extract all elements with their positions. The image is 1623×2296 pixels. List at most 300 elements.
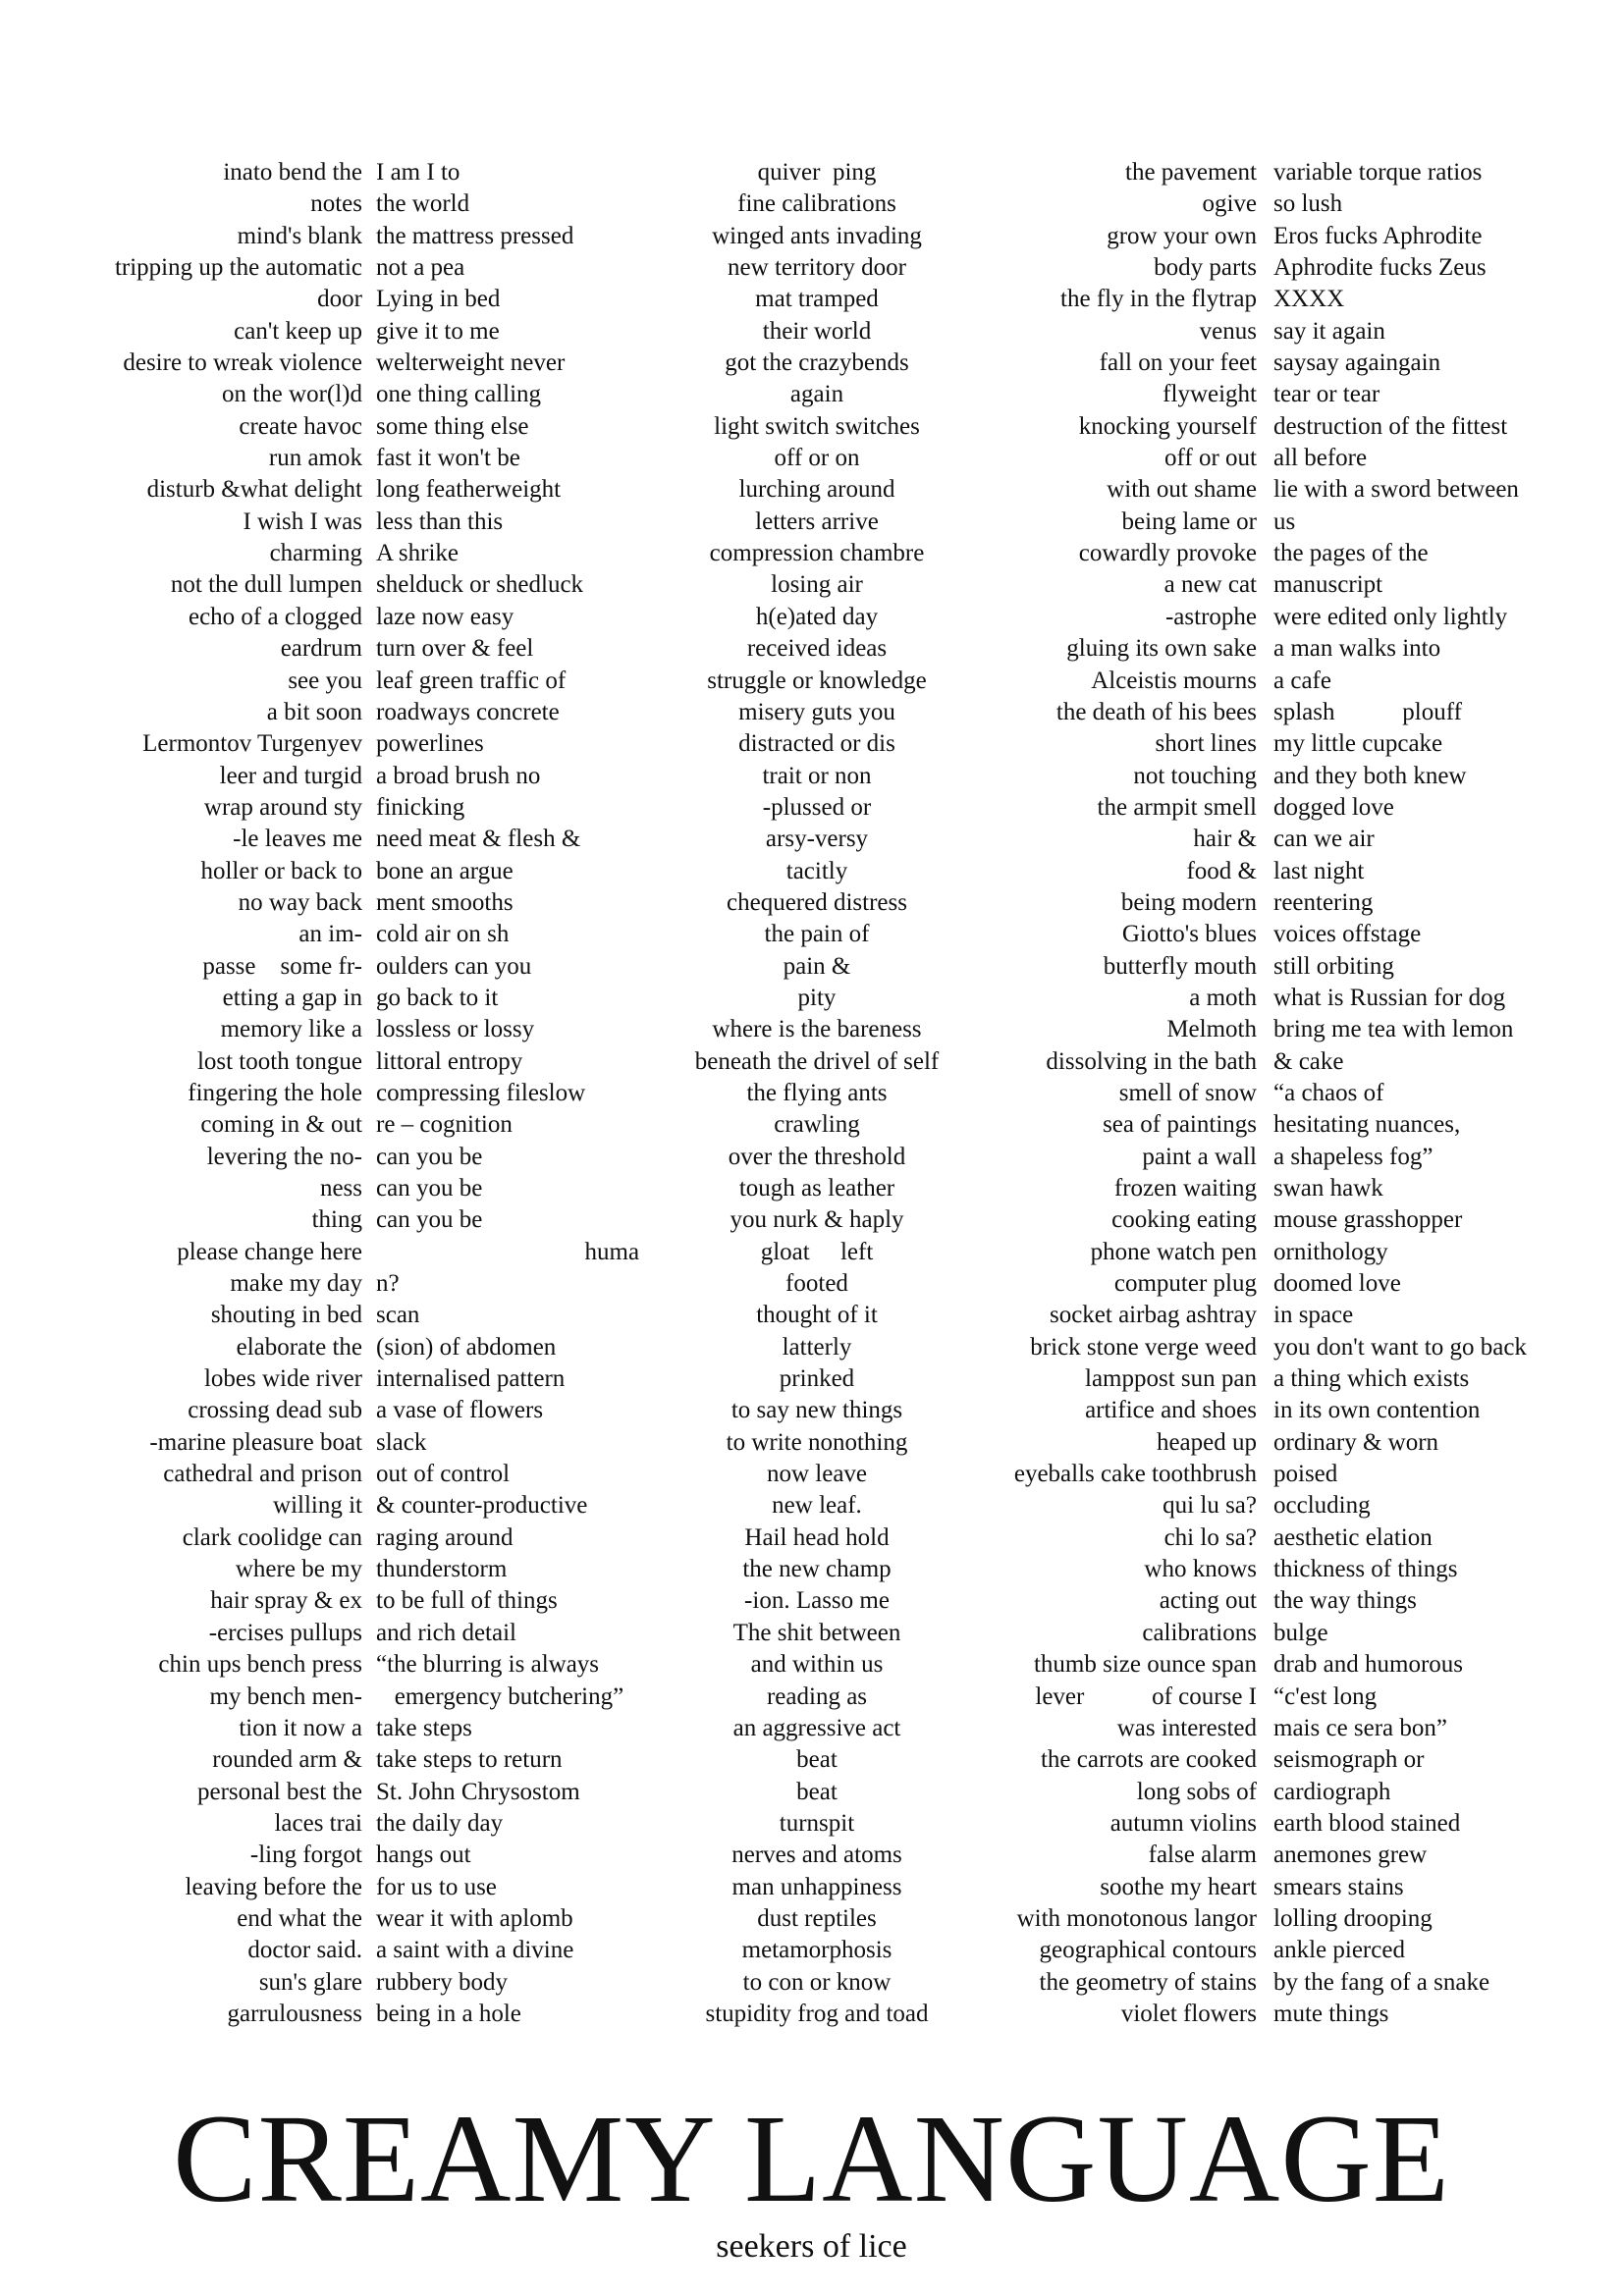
poem-line: seismograph or <box>1273 1746 1425 1774</box>
poem-line: Eros fucks Aphrodite <box>1273 222 1483 249</box>
poem-line: the daily day <box>376 1809 504 1837</box>
poem-line: mat tramped <box>755 286 879 313</box>
poem-line: distracted or dis <box>738 730 895 758</box>
poem-line: with monotonous langor <box>1016 1904 1257 1932</box>
poem-line: to write nonothing <box>726 1428 908 1456</box>
poem-line: some thing else <box>376 412 529 440</box>
poem-line: aesthetic elation <box>1273 1523 1433 1551</box>
poem-line: gloat left <box>760 1238 874 1265</box>
poem-line: emergency butchering” <box>376 1682 624 1710</box>
poem-line: & counter-productive <box>376 1492 588 1520</box>
poem-line: thumb size ounce span <box>1033 1651 1257 1679</box>
poem-line: can we air <box>1273 826 1375 853</box>
poem-line: The shit between <box>732 1619 901 1646</box>
poem-line: man unhappiness <box>731 1873 902 1900</box>
poem-line: off or out <box>1164 445 1257 472</box>
poem-line: tion it now a <box>239 1714 362 1741</box>
poem-line: chin ups bench press <box>158 1651 362 1679</box>
poem-line: being lame or <box>1121 507 1257 535</box>
poem-line: hangs out <box>376 1842 471 1869</box>
poem-line: ness <box>319 1175 362 1201</box>
poem-line: anemones grew <box>1273 1842 1428 1869</box>
poem-line: pain & <box>783 952 851 980</box>
poem-line: n? <box>376 1270 400 1298</box>
poem-line: a saint with a divine <box>376 1937 574 1964</box>
poem-line: paint a wall <box>1142 1143 1257 1170</box>
poem-line: smears stains <box>1273 1873 1404 1900</box>
poem-line: the way things <box>1273 1587 1417 1615</box>
poem-line: with out shame <box>1107 476 1257 504</box>
poem-line: dogged love <box>1273 793 1394 821</box>
poem-line: cardiograph <box>1273 1778 1391 1805</box>
poem-column-1 <box>115 157 362 2030</box>
poem-line: (sion) of abdomen <box>376 1333 557 1361</box>
poem-line: lurching around <box>738 476 895 504</box>
poem-line: tough as leather <box>738 1175 895 1201</box>
poem-line: the world <box>376 190 470 218</box>
poem-line: can you be <box>376 1175 483 1201</box>
poem-line: holler or back to <box>200 857 362 884</box>
poem-line: flyweight <box>1163 381 1257 408</box>
poem-line: make my day <box>230 1270 362 1298</box>
poem-line: chi lo sa? <box>1163 1523 1257 1551</box>
poem-line: in space <box>1273 1302 1354 1329</box>
poem-line: lever of course I <box>1035 1682 1257 1710</box>
poem-line: thickness of things <box>1273 1556 1458 1583</box>
poem-line: a vase of flowers <box>376 1397 544 1424</box>
poem-column-3 <box>695 157 940 2030</box>
poem-line: phone watch pen <box>1090 1238 1257 1265</box>
poem-line: door <box>317 286 362 313</box>
poem-line: the pages of the <box>1273 540 1429 567</box>
poem-line: mute things <box>1273 2000 1389 2027</box>
poem-line: personal best the <box>196 1778 362 1805</box>
poem-line: smell of snow <box>1118 1079 1257 1106</box>
poem-line: the death of his bees <box>1055 698 1257 725</box>
poem-line: struggle or knowledge <box>707 667 927 694</box>
poem-line: ornithology <box>1273 1238 1388 1265</box>
poem-line: St. John Chrysostom <box>376 1778 580 1805</box>
poem-line: to con or know <box>742 1968 892 1996</box>
poem-line: their world <box>762 317 872 345</box>
poem-line: laces trai <box>274 1809 362 1837</box>
poem-line: Hail head hold <box>744 1523 890 1551</box>
poem-line: pity <box>797 984 837 1011</box>
poem-line: one thing calling <box>376 381 542 408</box>
poem-line: echo of a clogged <box>188 603 362 630</box>
poem-line: soothe my heart <box>1100 1873 1257 1900</box>
poem-line: false alarm <box>1148 1842 1257 1869</box>
poem-line: and they both knew <box>1273 762 1467 789</box>
poem-line: eardrum <box>280 635 362 663</box>
poem-line: a moth <box>1189 984 1257 1011</box>
poem-line: memory like a <box>220 1016 362 1043</box>
poem-line: the carrots are cooked <box>1040 1746 1257 1774</box>
poem-line: by the fang of a snake <box>1273 1968 1490 1996</box>
poem-line: who knows <box>1144 1556 1257 1583</box>
poem-line: re – cognition <box>376 1111 513 1139</box>
poem-line: slack <box>376 1428 427 1456</box>
poem-line: was interested <box>1116 1714 1257 1741</box>
poem-line: prinked <box>779 1365 855 1393</box>
poem-line: thing <box>311 1206 362 1234</box>
poem-line: sun's glare <box>258 1968 362 1996</box>
poem-line: dust reptiles <box>757 1904 877 1932</box>
poem-line: reading as <box>766 1682 868 1710</box>
poem-line: go back to it <box>376 984 499 1011</box>
poem-line: “the blurring is always <box>376 1651 600 1679</box>
poem-line: rounded arm & <box>212 1746 362 1774</box>
poem-line: hair spray & ex <box>210 1587 362 1615</box>
poem-line: hesitating nuances, <box>1273 1111 1461 1139</box>
poem-line: splash plouff <box>1273 698 1462 725</box>
poem-line: raging around <box>376 1523 514 1551</box>
poem-line: shelduck or shedluck <box>376 571 584 599</box>
poem-line: long featherweight <box>376 476 562 504</box>
poem-line: Lermontov Turgenyev <box>142 730 362 758</box>
poem-line: leaving before the <box>185 1873 362 1900</box>
poem-line: tacitly <box>785 857 848 884</box>
poem-line: a thing which exists <box>1273 1365 1470 1393</box>
poem-line: cooking eating <box>1111 1206 1257 1234</box>
poem-line: take steps to return <box>376 1746 563 1774</box>
poem-line: fingering the hole <box>188 1079 362 1106</box>
poem-line: calibrations <box>1142 1619 1257 1646</box>
poem-line: gluing its own sake <box>1066 635 1257 663</box>
poem-line: ogive <box>1202 190 1257 218</box>
poem-line: to say new things <box>730 1397 903 1424</box>
poem-line: the fly in the flytrap <box>1060 286 1257 313</box>
poem-line: fall on your feet <box>1099 349 1257 377</box>
poem-line: I wish I was <box>243 507 362 535</box>
poem-line: clark coolidge can <box>182 1523 362 1551</box>
poem-line: compressing fileslow <box>376 1079 586 1106</box>
poem-line: qui lu sa? <box>1163 1492 1257 1520</box>
poem-line: wrap around sty <box>203 793 362 821</box>
poem-line: need meat & flesh & <box>376 826 581 853</box>
poem-line: all before <box>1273 445 1368 472</box>
poem-line: autumn violins <box>1109 1809 1257 1837</box>
poem-line: losing air <box>771 571 863 599</box>
poem-line: a man walks into <box>1273 635 1441 663</box>
poem-line: can you be <box>376 1206 483 1234</box>
poem-line: being modern <box>1120 888 1257 916</box>
poem-line: my little cupcake <box>1273 730 1443 758</box>
poem-column-5 <box>1273 157 1527 2030</box>
poem-line: a shapeless fog” <box>1273 1143 1434 1170</box>
poem-line: -ling forgot <box>249 1842 362 1869</box>
poem-line: the pavement <box>1125 159 1257 186</box>
poem-line: lie with a sword between <box>1273 476 1519 504</box>
poem-line: powerlines <box>376 730 484 758</box>
poem-line: hair & <box>1193 826 1257 853</box>
poem-line: can't keep up <box>234 317 362 345</box>
poem-line: cathedral and prison <box>163 1461 362 1488</box>
poem-line: take steps <box>376 1714 472 1741</box>
poem-line: shouting in bed <box>210 1302 362 1329</box>
poem-line: socket airbag ashtray <box>1049 1302 1257 1329</box>
poem-line: light switch switches <box>714 412 920 440</box>
poem-line: butterfly mouth <box>1103 952 1257 980</box>
poem-line: footed <box>785 1270 848 1298</box>
poem-line: fine calibrations <box>737 190 896 218</box>
poem-line: coming in & out <box>200 1111 362 1139</box>
poem-line: got the crazybends <box>725 349 909 377</box>
poem-line: so lush <box>1273 190 1343 218</box>
poem-line: not a pea <box>376 254 465 282</box>
poem-line: bone an argue <box>376 857 514 884</box>
poem-line: now leave <box>766 1461 868 1488</box>
poem-line: turnspit <box>779 1809 855 1837</box>
poem-line: trait or non <box>762 762 872 789</box>
poem-line: laze now easy <box>376 603 514 630</box>
poem-line: not the dull lumpen <box>170 571 362 599</box>
poem-line: new territory door <box>728 254 906 282</box>
poem-line: again <box>789 381 844 408</box>
poem-line: off or on <box>774 445 860 472</box>
poem-line: fast it won't be <box>376 445 520 472</box>
poem-line: arsy-versy <box>765 826 869 853</box>
poem-line: end what the <box>237 1904 362 1932</box>
poem-line: frozen waiting <box>1113 1175 1257 1201</box>
poem-line: on the wor(l)d <box>221 381 362 408</box>
poem-line: Aphrodite fucks Zeus <box>1273 254 1487 282</box>
poem-column-4 <box>1014 157 1257 2030</box>
poem-line: artifice and shoes <box>1085 1397 1257 1424</box>
poem-line: XXXX <box>1273 286 1345 313</box>
poem-line: leer and turgid <box>219 762 362 789</box>
poem-line: brick stone verge weed <box>1030 1333 1257 1361</box>
poem-line: passe some fr- <box>202 952 362 980</box>
poem-line: the armpit smell <box>1097 793 1257 821</box>
poem-line: the new champ <box>742 1556 892 1583</box>
poem-line: doctor said. <box>247 1937 362 1964</box>
poem-line: willing it <box>273 1492 362 1520</box>
poem-line: over the threshold <box>728 1143 906 1170</box>
poem-line: welterweight never <box>376 349 566 377</box>
poem-line: desire to wreak violence <box>123 349 362 377</box>
poem-line: geographical contours <box>1039 1937 1257 1964</box>
poem-line: lost tooth tongue <box>196 1047 362 1075</box>
poem-line: for us to use <box>376 1873 497 1900</box>
poem-line: the pain of <box>764 921 870 948</box>
poem-line: saysay againgain <box>1273 349 1441 377</box>
poem-line: scan <box>376 1302 420 1329</box>
poem-line: -marine pleasure boat <box>149 1428 362 1456</box>
poem-line: Alceistis mourns <box>1091 667 1257 694</box>
poem-line: my bench men- <box>209 1682 362 1710</box>
poem-line: acting out <box>1159 1587 1257 1615</box>
poem-line: short lines <box>1155 730 1257 758</box>
poem-line: swan hawk <box>1273 1175 1383 1201</box>
poem-line: bulge <box>1273 1619 1328 1646</box>
poem-line: mind's blank <box>237 222 362 249</box>
poem-line: lossless or lossy <box>376 1016 535 1043</box>
poem-line: wear it with aplomb <box>376 1904 573 1932</box>
poem-line: grow your own <box>1107 222 1257 249</box>
poem-line: mais ce sera bon” <box>1273 1714 1448 1741</box>
poem-line: destruction of the fittest <box>1273 412 1508 440</box>
poem-line: crawling <box>774 1111 860 1139</box>
poem-line: ankle pierced <box>1273 1937 1405 1964</box>
poem-line: -plussed or <box>762 793 872 821</box>
poem-line: the geometry of stains <box>1039 1968 1257 1996</box>
poem-line: compression chambre <box>709 540 925 567</box>
poem-line: body parts <box>1154 254 1257 282</box>
poem-line: a new cat <box>1163 571 1257 599</box>
poem-line: -ercises pullups <box>208 1619 362 1646</box>
poem-line: a broad brush no <box>376 762 541 789</box>
poem-line: thought of it <box>756 1302 878 1329</box>
poem-line: dissolving in the bath <box>1046 1047 1257 1075</box>
poem-line: please change here <box>177 1238 362 1265</box>
poem-line: stupidity frog and toad <box>705 2000 929 2027</box>
poem-line: a cafe <box>1273 667 1331 694</box>
poem-line: bring me tea with lemon <box>1273 1016 1514 1043</box>
poem-line: latterly <box>782 1333 852 1361</box>
poem-line: huma <box>376 1238 640 1265</box>
poem-line: doomed love <box>1273 1270 1401 1298</box>
poem-line: cowardly provoke <box>1078 540 1257 567</box>
poem-line: misery guts you <box>738 698 895 725</box>
poem-line: where be my <box>235 1556 362 1583</box>
poem-line: I am I to <box>376 159 460 186</box>
poem-line: metamorphosis <box>741 1937 893 1964</box>
poem-line: letters arrive <box>755 507 879 535</box>
poem-line: say it again <box>1273 317 1385 345</box>
poem-line: notes <box>310 190 362 218</box>
poem-line: us <box>1273 507 1296 535</box>
poem-line: thunderstorm <box>376 1556 508 1583</box>
poem-line: received ideas <box>746 635 888 663</box>
poem-line: and within us <box>750 1651 884 1679</box>
poem-line: elaborate the <box>236 1333 362 1361</box>
poem-line: no way back <box>238 888 362 916</box>
poem-line: lamppost sun pan <box>1085 1365 1257 1393</box>
poem-line: manuscript <box>1273 571 1383 599</box>
poem-line: mouse grasshopper <box>1273 1206 1463 1234</box>
poem-line: -ion. Lasso me <box>744 1587 890 1615</box>
poem-line: winged ants invading <box>712 222 922 249</box>
poem-line: eyeballs cake toothbrush <box>1013 1461 1257 1488</box>
poem-line: and rich detail <box>376 1619 516 1646</box>
page-subtitle: seekers of lice <box>716 2228 907 2265</box>
poem-line: drab and humorous <box>1273 1651 1464 1679</box>
poem-line: earth blood stained <box>1273 1809 1461 1837</box>
poem-line: the flying ants <box>746 1079 888 1106</box>
poem-line: lolling drooping <box>1273 1904 1433 1932</box>
poem-line: you nurk & haply <box>730 1206 904 1234</box>
poem-line: & cake <box>1273 1047 1344 1075</box>
poem-line: cold air on sh <box>376 921 510 948</box>
poem-line: inato bend the <box>223 159 362 186</box>
poem-line: still orbiting <box>1273 952 1394 980</box>
poem-line: being in a hole <box>376 2000 521 2027</box>
poem-line: last night <box>1273 857 1365 884</box>
poem-line: can you be <box>376 1143 483 1170</box>
poem-line: disturb &what delight <box>146 476 362 504</box>
poem-line: knocking yourself <box>1078 412 1257 440</box>
page-title: CREAMY LANGUAGE <box>173 2089 1450 2228</box>
poem-line: “c'est long <box>1273 1682 1378 1710</box>
poem-line: Melmoth <box>1166 1016 1257 1043</box>
poem-line: out of control <box>376 1461 511 1488</box>
poem-line: leaf green traffic of <box>376 667 567 694</box>
poem-line: lobes wide river <box>203 1365 362 1393</box>
poem-line: where is the bareness <box>712 1016 922 1043</box>
poem-line: ment smooths <box>376 888 514 916</box>
poem-line: give it to me <box>376 317 500 345</box>
poem-line: the mattress pressed <box>376 222 574 249</box>
poem-line: Giotto's blues <box>1121 921 1257 948</box>
poem-line: beat <box>796 1778 838 1805</box>
poem-line: littoral entropy <box>376 1047 523 1075</box>
poem-line: nerves and atoms <box>731 1842 902 1869</box>
poem-line: reentering <box>1273 888 1374 916</box>
poem-line: an im- <box>298 921 362 948</box>
poem-line: see you <box>288 667 362 694</box>
poem-line: heaped up <box>1156 1428 1257 1456</box>
poem-line: -le leaves me <box>233 826 362 853</box>
poem-line: poised <box>1273 1461 1338 1488</box>
poem-line: create havoc <box>239 412 362 440</box>
poem-line: tear or tear <box>1273 381 1380 408</box>
poem-line: etting a gap in <box>222 984 362 1011</box>
poem-line: tripping up the automatic <box>114 254 362 282</box>
poem-line: to be full of things <box>376 1587 558 1615</box>
poem-line: less than this <box>376 507 504 535</box>
poem-line: finicking <box>376 793 465 821</box>
poem-line: variable torque ratios <box>1273 159 1483 186</box>
poem-line: beat <box>796 1746 838 1774</box>
poem-line: long sobs of <box>1136 1778 1257 1805</box>
poem-line: an aggressive act <box>732 1714 901 1741</box>
poem-line: you don't want to go back <box>1273 1333 1527 1361</box>
poem-line: beneath the drivel of self <box>694 1047 940 1075</box>
poem-line: charming <box>269 540 362 567</box>
poem-line: h(e)ated day <box>755 603 879 630</box>
poem-line: ordinary & worn <box>1273 1428 1439 1456</box>
poem-line: oulders can you <box>376 952 532 980</box>
poem-line: internalised pattern <box>376 1365 566 1393</box>
poem-line: new leaf. <box>772 1492 862 1520</box>
poem-line: venus <box>1199 317 1257 345</box>
poem-line: food & <box>1186 857 1257 884</box>
poem-line: were edited only lightly <box>1273 603 1508 630</box>
poem-line: levering the no- <box>206 1143 362 1170</box>
poem-line: A shrike <box>376 540 460 567</box>
poem-line: turn over & feel <box>376 635 534 663</box>
poem-line: roadways concrete <box>376 698 560 725</box>
poem-line: in its own contention <box>1273 1397 1481 1424</box>
poem-line: computer plug <box>1113 1270 1257 1298</box>
poem-line: chequered distress <box>727 888 907 916</box>
poem-line: garrulousness <box>227 2000 362 2027</box>
poem-line: sea of paintings <box>1103 1111 1257 1139</box>
poem-line: quiver ping <box>757 159 877 186</box>
poem-line: a bit soon <box>266 698 362 725</box>
poem-line: “a chaos of <box>1273 1079 1384 1106</box>
poem-line: Lying in bed <box>376 286 501 313</box>
poem-line: not touching <box>1133 762 1257 789</box>
poem-line: what is Russian for dog <box>1273 984 1506 1011</box>
poem-line: occluding <box>1273 1492 1371 1520</box>
poem-line: crossing dead sub <box>188 1397 362 1424</box>
poem-line: voices offstage <box>1273 921 1422 948</box>
poem-line: run amok <box>268 445 362 472</box>
poem-line: rubbery body <box>376 1968 508 1996</box>
poem-column-2 <box>376 157 639 2030</box>
